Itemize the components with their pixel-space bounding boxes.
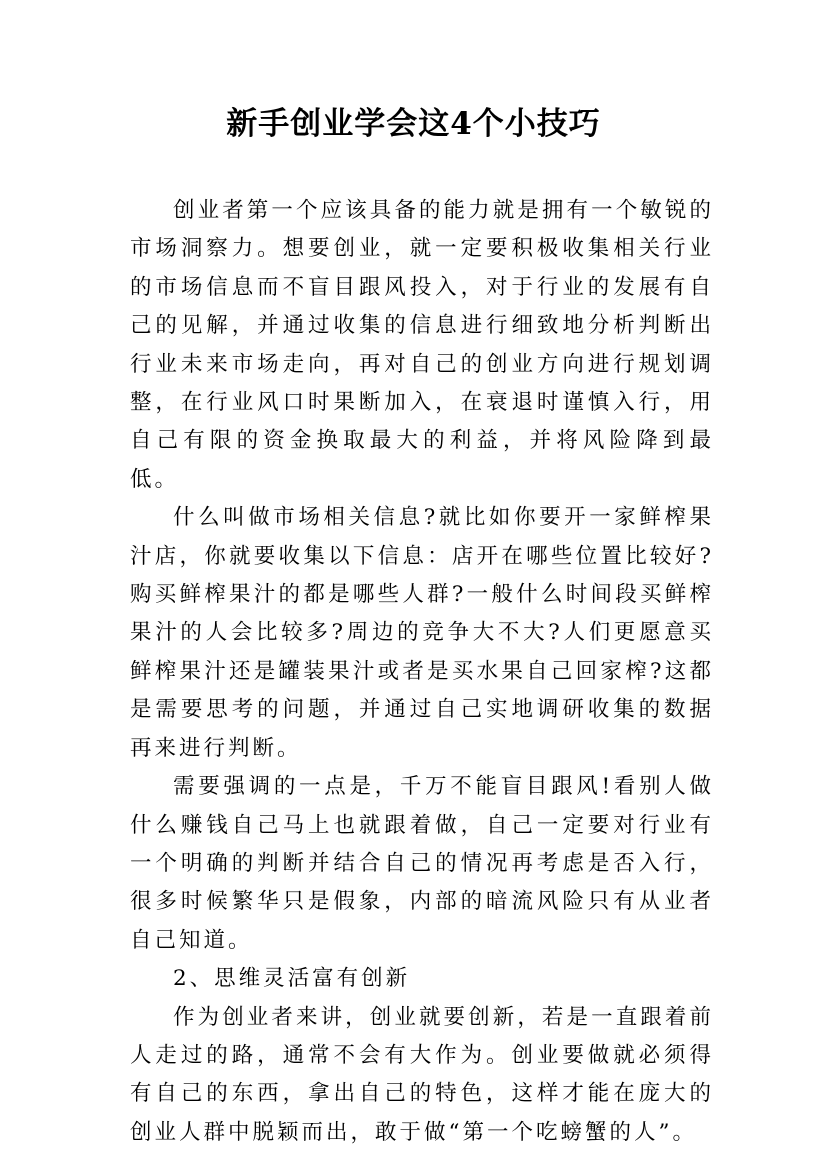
paragraph-innovation: 作为创业者来讲，创业就要创新，若是一直跟着前人走过的路，通常不会有大作为。创业要做就必须得有自己的东西，拿出自己的特色，这样才能在庞大的创业人群中脱颖而出，敢于做“第一个吃螃蟹的人”。	[130, 1004, 714, 1145]
paragraph-no-blind-following: 需要强调的一点是，千万不能盲目跟风!看别人做什么赚钱自己马上也就跟着做，自己一定要对行业有一个明确的判断并结合自己的情况再考虑是否入行，很多时候繁华只是假象，内部的暗流风险只有从业者自己知道。	[130, 774, 714, 953]
document-body	[130, 192, 714, 1152]
document-title: 新手创业学会这4个小技巧	[226, 106, 601, 142]
section-heading-innovation: 2、思维灵活富有创新	[173, 966, 411, 992]
paragraph-market-info-example: 什么叫做市场相关信息?就比如你要开一家鲜榨果汁店，你就要收集以下信息：店开在哪些位置比较好?购买鲜榨果汁的都是哪些人群?一般什么时间段买鲜榨果汁的人会比较多?周边的竞争大不大?人们更愿意买鲜榨果汁还是罐装果汁或者是买水果自己回家榨?这都是需要思考的问题，并通过自己实地调研收集的数据再来进行判断。	[130, 505, 714, 761]
paragraph-market-insight: 创业者第一个应该具备的能力就是拥有一个敏锐的市场洞察力。想要创业，就一定要积极收集相关行业的市场信息而不盲目跟风投入，对于行业的发展有自己的见解，并通过收集的信息进行细致地分析判断出行业未来市场走向，再对自己的创业方向进行规划调整，在行业风口时果断加入，在衰退时谨慎入行，用自己有限的资金换取最大的利益，并将风险降到最低。	[130, 198, 714, 492]
